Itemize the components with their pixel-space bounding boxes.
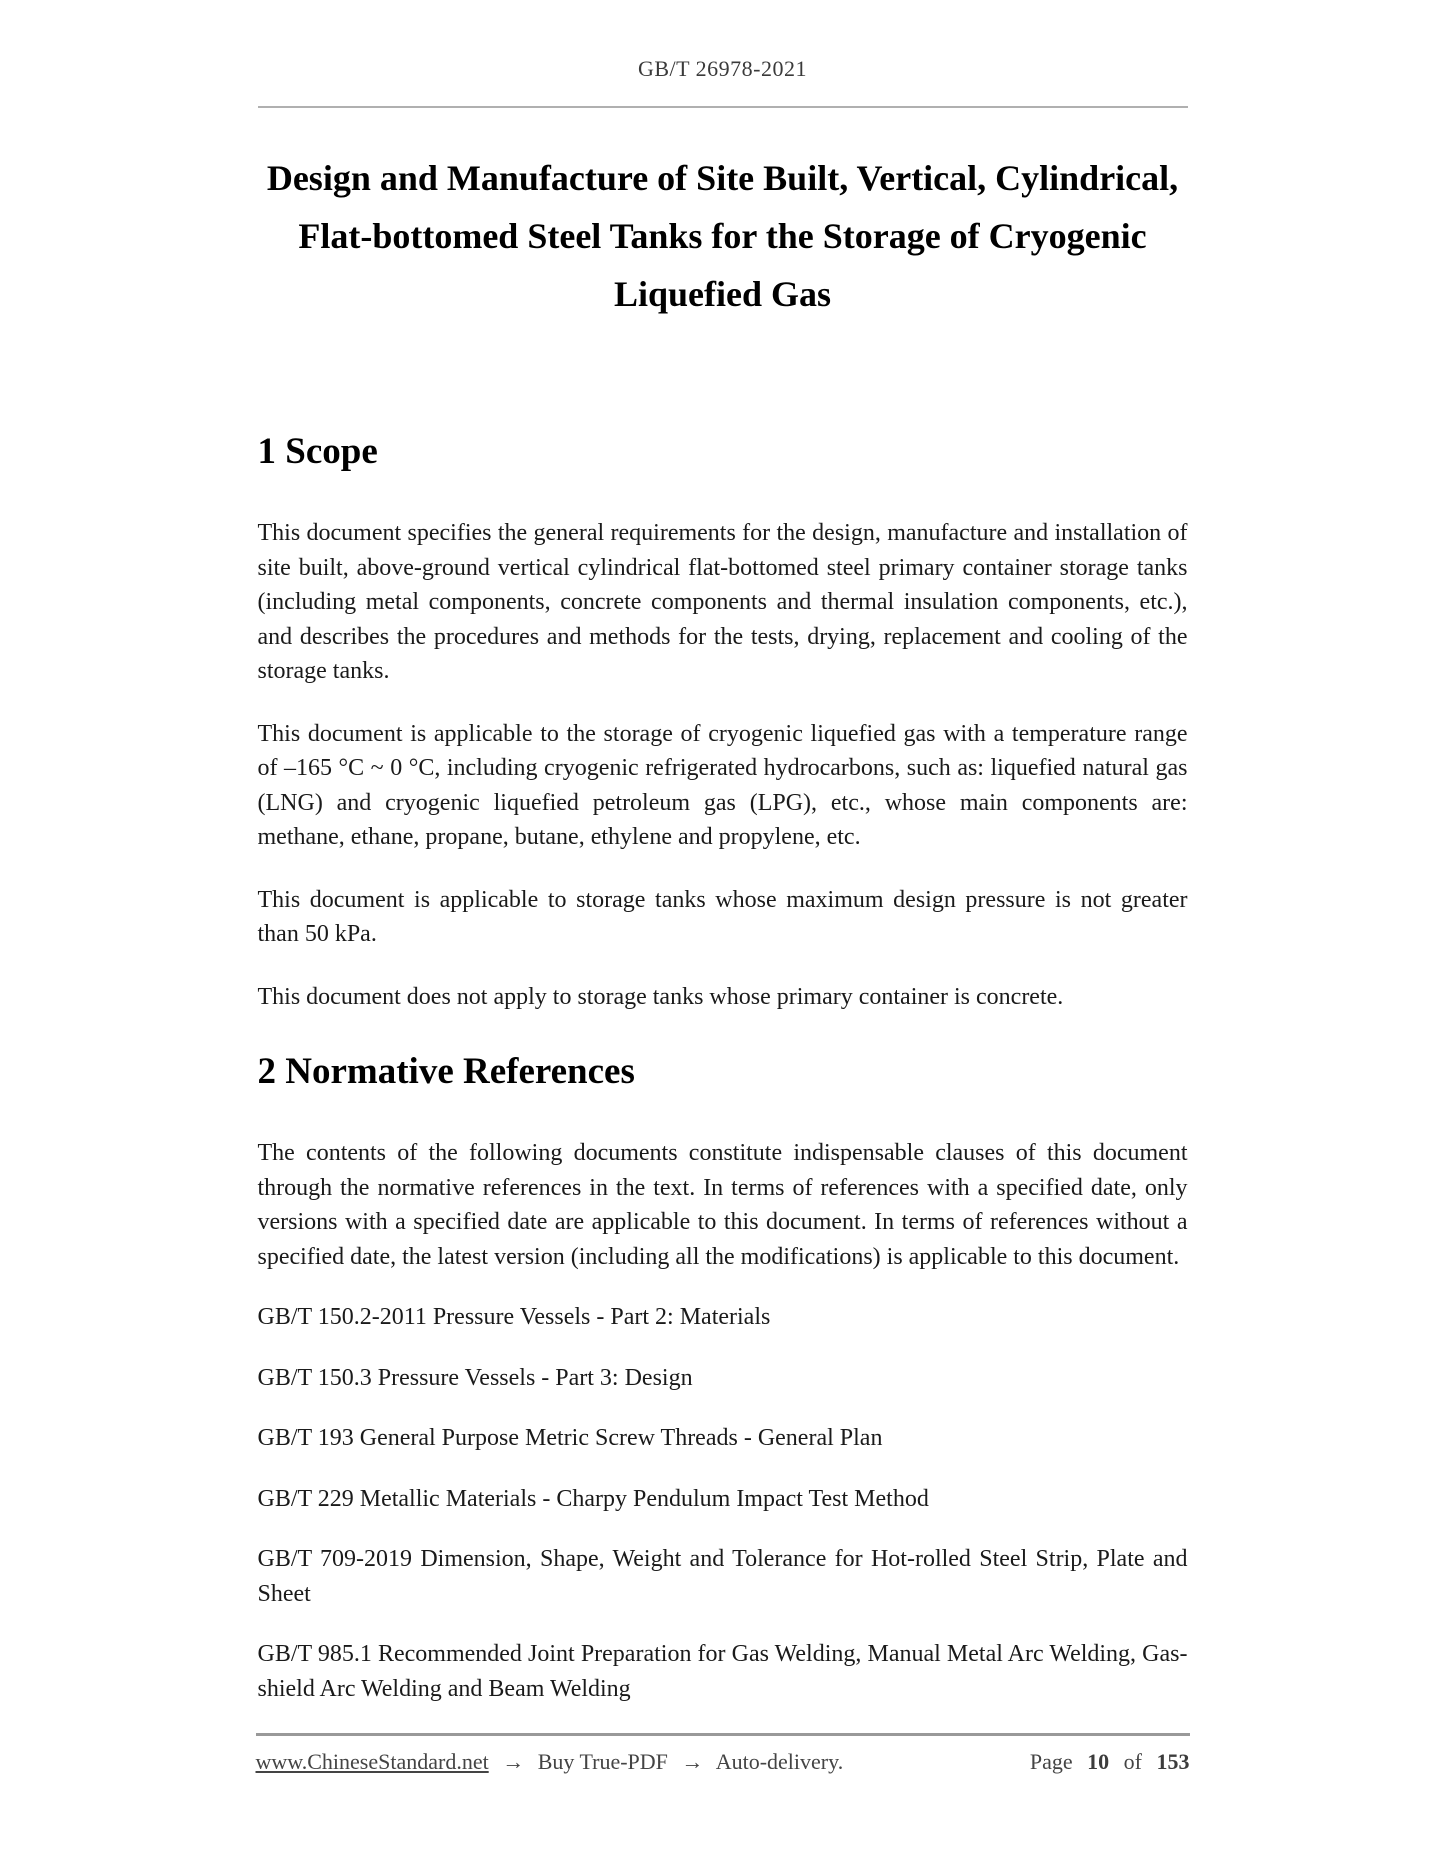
buy-true-pdf-label: Buy True-PDF bbox=[537, 1749, 668, 1774]
page-label: Page bbox=[1029, 1749, 1073, 1774]
of-label: of bbox=[1123, 1749, 1142, 1774]
page-number: 10 bbox=[1087, 1749, 1110, 1774]
page-footer bbox=[0, 1733, 1445, 1776]
page-counter bbox=[1030, 1748, 1190, 1776]
total-pages: 153 bbox=[1156, 1749, 1190, 1774]
document-code: GB/T 26978-2021 bbox=[637, 56, 808, 81]
page-content bbox=[258, 0, 1188, 1706]
section-heading-scope: 1 Scope bbox=[257, 431, 378, 472]
chinesestandard-link[interactable]: www.ChineseStandard.net bbox=[255, 1749, 489, 1774]
scope-paragraph: This document does not apply to storage tanks whose primary container is concrete. bbox=[257, 983, 1064, 1010]
scope-paragraph: This document is applicable to the storage of cryogenic liquefied gas with a temperature range of –165 °C ~ 0 °C, including cryogenic refrigerated hydrocarbons, such as: liquefied natural gas (LNG) and cryogenic liquefied petroleum gas (LPG), etc., whose main components are: methane, ethane, propane, butane, ethylene and propylene, etc. bbox=[257, 720, 1188, 850]
scope-paragraph: This document is applicable to storage tanks whose maximum design pressure is not greater than 50 kPa. bbox=[257, 886, 1188, 947]
header-divider bbox=[258, 106, 1188, 108]
reference-item: GB/T 709-2019 Dimension, Shape, Weight and Tolerance for Hot-rolled Steel Strip, Plate and Sheet bbox=[257, 1546, 1188, 1607]
scope-paragraph: This document specifies the general requirements for the design, manufacture and installation of site built, above-ground vertical cylindrical flat-bottomed steel primary container storage tanks (including metal components, concrete components and thermal insulation components, etc.), and describes the procedures and methods for the tests, drying, replacement and cooling of the storage tanks. bbox=[257, 520, 1188, 684]
title-line: Flat-bottomed Steel Tanks for the Storage of Cryogenic bbox=[298, 216, 1147, 256]
reference-item: GB/T 150.3 Pressure Vessels - Part 3: Design bbox=[257, 1364, 693, 1391]
title-line: Design and Manufacture of Site Built, Vertical, Cylindrical, bbox=[266, 158, 1179, 198]
document-title bbox=[258, 149, 1188, 323]
normative-intro-paragraph: The contents of the following documents constitute indispensable clauses of this document through the normative references in the text. In terms of references with a specified date, only versions with a specified date are applicable to this document. In terms of references without a specified date, the latest version (including all the modifications) is applicable to this document. bbox=[257, 1140, 1188, 1270]
reference-item: GB/T 193 General Purpose Metric Screw Threads - General Plan bbox=[257, 1425, 883, 1451]
reference-item: GB/T 150.2-2011 Pressure Vessels - Part 2: Materials bbox=[257, 1304, 771, 1330]
reference-item: GB/T 229 Metallic Materials - Charpy Pendulum Impact Test Method bbox=[257, 1485, 929, 1512]
section-heading-normative-references: 2 Normative References bbox=[257, 1051, 635, 1092]
reference-item: GB/T 985.1 Recommended Joint Preparation for Gas Welding, Manual Metal Arc Welding, Gas-shield Arc Welding and Beam Welding bbox=[257, 1641, 1188, 1702]
footer-source-line bbox=[256, 1748, 844, 1776]
footer-divider bbox=[256, 1733, 1190, 1736]
arrow-icon: → bbox=[502, 1749, 525, 1774]
auto-delivery-label: Auto-delivery. bbox=[715, 1749, 844, 1774]
arrow-icon: → bbox=[681, 1749, 704, 1774]
title-line: Liquefied Gas bbox=[613, 274, 832, 314]
